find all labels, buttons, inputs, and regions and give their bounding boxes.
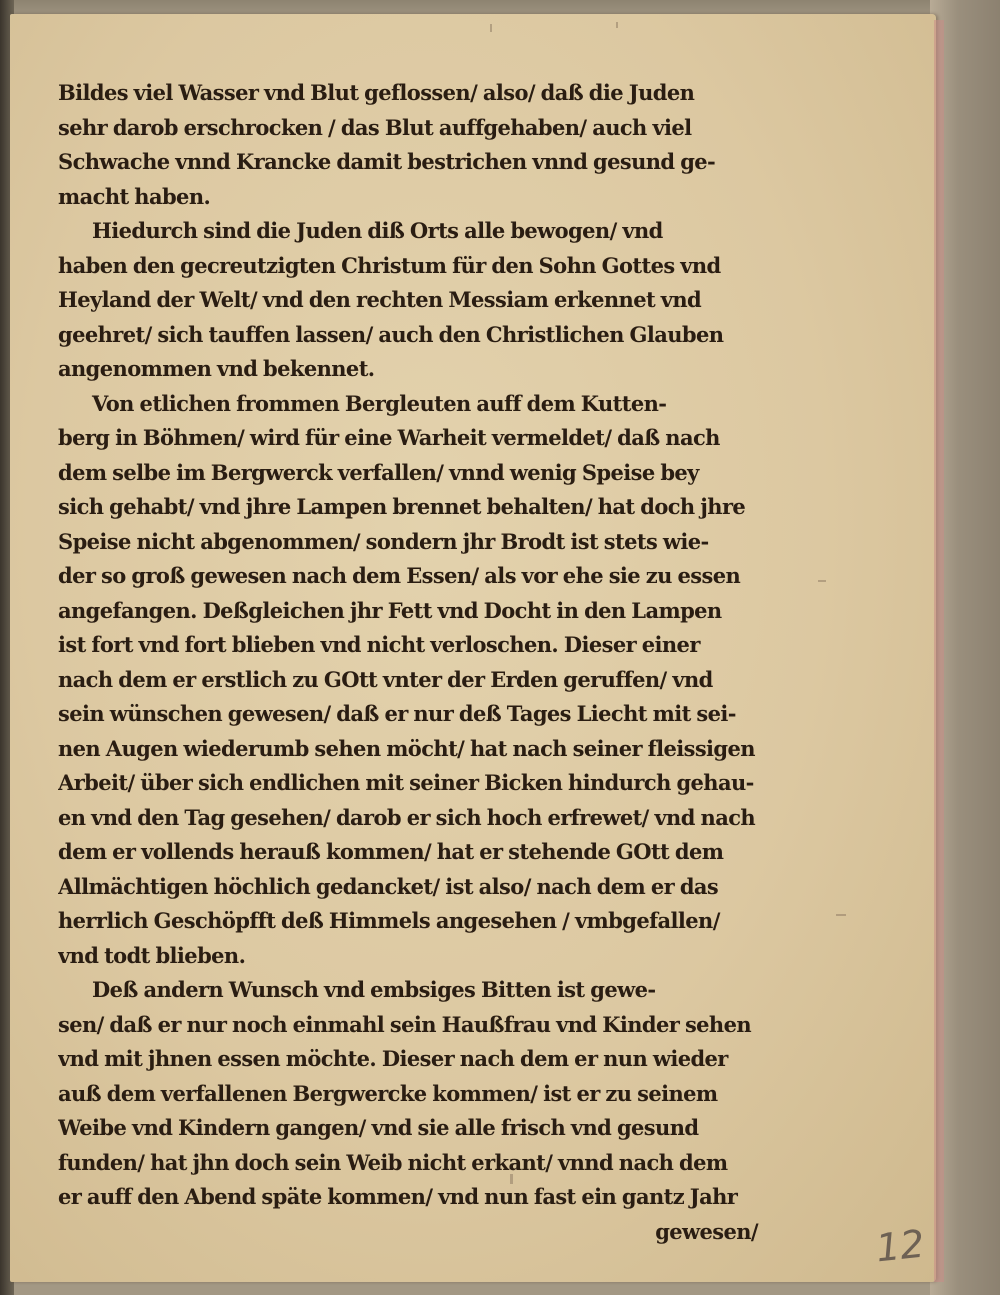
text-line: auß dem verfallenen Bergwercke kommen/ ist er zu seinem [58, 1080, 718, 1106]
text-line: vnd mit jhnen essen möchte. Dieser nach dem er nun wieder [58, 1046, 728, 1071]
text-line: Speise nicht abgenommen/ sondern jhr Brodt ist stets wie- [58, 528, 709, 554]
text-line: sein wünschen gewesen/ daß er nur deß Tages Liecht mit sei- [58, 701, 736, 726]
text-line: nen Augen wiederumb sehen möcht/ hat nach seiner fleissigen [58, 735, 755, 761]
text-line: Von etlichen frommen Bergleuten auff dem Kutten- [92, 390, 667, 416]
page-number: 12 [873, 1221, 927, 1271]
text-line: Deß andern Wunsch vnd embsiges Bitten ist gewe- [92, 977, 656, 1002]
page-body-text [58, 76, 778, 1249]
text-line: Arbeit/ über sich endlichen mit seiner Bicken hindurch gehau- [58, 770, 754, 795]
text-line: angefangen. Deßgleichen jhr Fett vnd Docht in den Lampen [58, 597, 722, 623]
text-line: sehr darob erschrocken / das Blut auffgehaben/ auch viel [58, 114, 692, 140]
text-line: Schwache vnnd Krancke damit bestrichen vnnd gesund ge- [58, 149, 716, 174]
text-line: sich gehabt/ vnd jhre Lampen brennet behalten/ hat doch jhre [58, 494, 746, 519]
text-line: sen/ daß er nur noch einmahl sein Haußfrau vnd Kinder sehen [58, 1011, 752, 1037]
text-line: Bildes viel Wasser vnd Blut geflossen/ also/ daß die Juden [58, 80, 695, 105]
text-line: nach dem er erstlich zu GOtt vnter der Erden geruffen/ vnd [58, 666, 713, 692]
text-line: en vnd den Tag gesehen/ darob er sich hoch erfrewet/ vnd nach [58, 804, 756, 830]
text-line: dem er vollends herauß kommen/ hat er stehende GOtt dem [58, 839, 724, 864]
text-line: macht haben. [58, 183, 211, 209]
text-line: dem selbe im Bergwerck verfallen/ vnnd wenig Speise bey [58, 459, 699, 485]
text-line: geehret/ sich tauffen lassen/ auch den Christlichen Glauben [58, 321, 724, 347]
text-line: Hiedurch sind die Juden diß Orts alle bewogen/ vnd [92, 218, 663, 243]
text-line: vnd todt blieben. [58, 942, 246, 968]
text-line: herrlich Geschöpfft deß Himmels angesehen / vmbgefallen/ [58, 908, 720, 933]
text-line: Weibe vnd Kindern gangen/ vnd sie alle frisch vnd gesund [58, 1115, 699, 1140]
text-line: berg in Böhmen/ wird für eine Warheit vermeldet/ daß nach [58, 425, 720, 450]
text-line: ist fort vnd fort blieben vnd nicht verloschen. Dieser einer [58, 632, 700, 657]
text-line: funden/ hat jhn doch sein Weib nicht erkant/ vnnd nach dem [58, 1149, 728, 1175]
catchword: gewesen/ [655, 1218, 758, 1244]
page-edge-tint [934, 20, 944, 1282]
text-line: angenommen vnd bekennet. [58, 356, 375, 381]
text-line: der so groß gewesen nach dem Essen/ als vor ehe sie zu essen [58, 563, 741, 588]
text-line: er auff den Abend späte kommen/ vnd nun fast ein gantz Jahr [58, 1184, 738, 1209]
text-line: haben den gecreutzigten Christum für den Sohn Gottes vnd [58, 252, 721, 278]
text-line: Heyland der Welt/ vnd den rechten Messiam erkennet vnd [58, 287, 702, 312]
text-line: Allmächtigen höchlich gedancket/ ist also/ nach dem er das [58, 873, 719, 899]
